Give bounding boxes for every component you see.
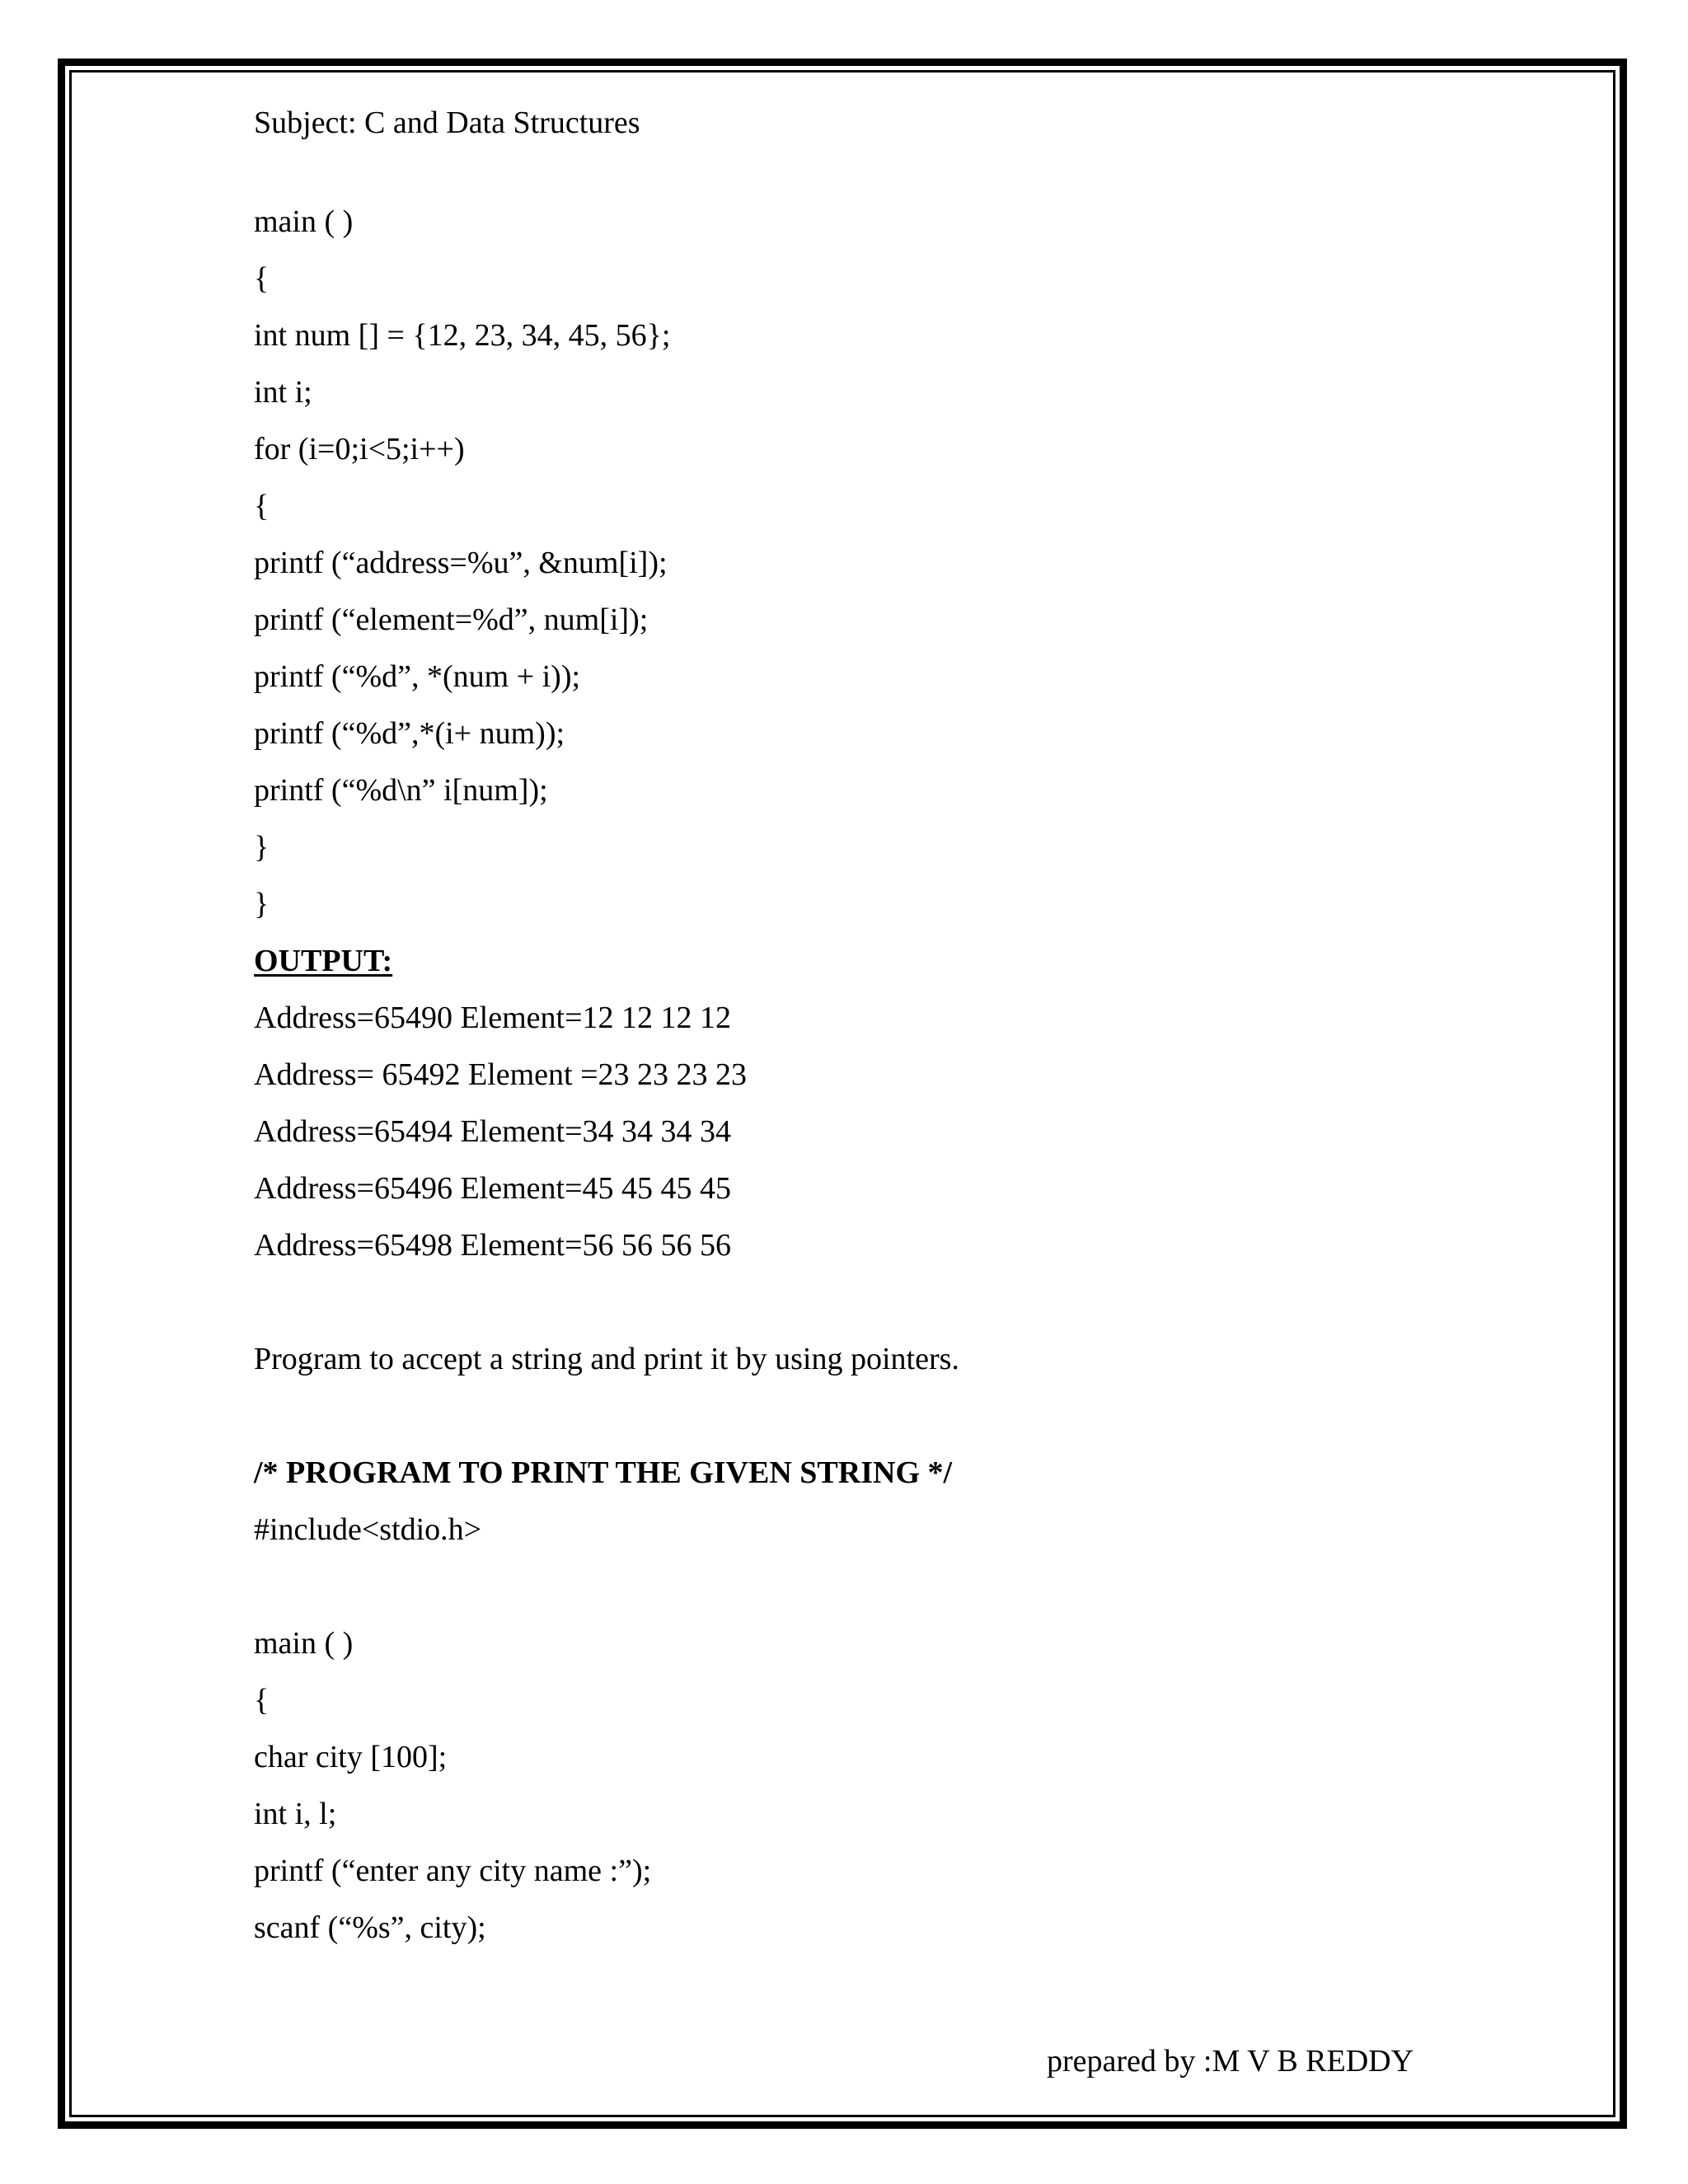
code-line: printf (“address=%u”, &num[i]); <box>254 546 668 580</box>
code-line: int num [] = {12, 23, 34, 45, 56}; <box>254 318 671 353</box>
code-line: char city [100]; <box>254 1740 448 1774</box>
code-line: printf (“enter any city name :”); <box>254 1854 652 1888</box>
code-line: printf (“element=%d”, num[i]); <box>254 602 649 637</box>
output-line: Address=65498 Element=56 56 56 56 <box>254 1228 732 1263</box>
program-comment: /* PROGRAM TO PRINT THE GIVEN STRING */ <box>254 1455 953 1490</box>
program-description: Program to accept a string and print it by using pointers. <box>254 1342 959 1376</box>
output-heading: OUTPUT: <box>254 944 393 978</box>
output-line: Address=65496 Element=45 45 45 45 <box>254 1171 732 1206</box>
prepared-by-footer: prepared by :M V B REDDY <box>1047 2044 1414 2079</box>
code-line: for (i=0;i<5;i++) <box>254 432 465 466</box>
code-line: printf (“%d\n” i[num]); <box>254 773 548 808</box>
subject-heading: Subject: C and Data Structures <box>254 105 640 140</box>
code-line: scanf (“%s”, city); <box>254 1910 486 1945</box>
code-line: printf (“%d”, *(num + i)); <box>254 659 581 694</box>
code-line: { <box>254 261 270 296</box>
output-line: Address=65494 Element=34 34 34 34 <box>254 1114 732 1149</box>
code-line: main ( ) <box>254 204 354 239</box>
output-line: Address= 65492 Element =23 23 23 23 <box>254 1057 748 1092</box>
code-line: } <box>254 887 270 921</box>
code-line: int i; <box>254 375 312 410</box>
code-line: { <box>254 489 270 523</box>
code-line: printf (“%d”,*(i+ num)); <box>254 716 565 751</box>
code-line: { <box>254 1683 270 1718</box>
code-line: } <box>254 830 270 865</box>
include-line: #include<stdio.h> <box>254 1512 482 1547</box>
code-line: int i, l; <box>254 1797 337 1831</box>
output-line: Address=65490 Element=12 12 12 12 <box>254 1001 732 1035</box>
code-line: main ( ) <box>254 1626 354 1661</box>
